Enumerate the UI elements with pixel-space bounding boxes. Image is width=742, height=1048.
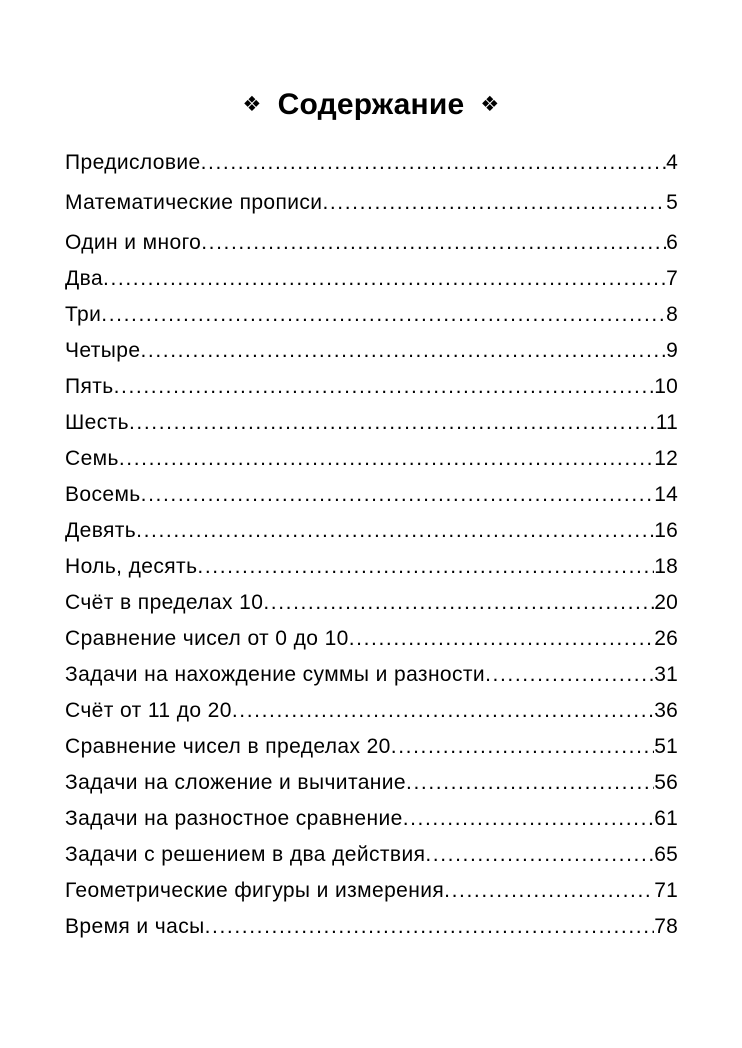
toc-leader-dots	[201, 152, 667, 173]
toc-entry-page-number: 12	[654, 448, 678, 470]
toc-entry-page-number: 6	[666, 232, 678, 254]
toc-entry-label: Время и часы	[65, 916, 205, 938]
toc-entry-label: Два	[65, 268, 104, 290]
toc-entry-label: Шесть	[65, 412, 129, 434]
toc-entry-page-number: 8	[666, 304, 678, 326]
toc-leader-dots	[197, 556, 654, 577]
toc-entry[interactable]	[65, 880, 678, 916]
toc-entry-page-number: 9	[666, 340, 678, 362]
toc-entry-label: Задачи на нахождение суммы и разности	[65, 664, 486, 686]
toc-leader-dots	[114, 376, 655, 397]
toc-leader-dots	[140, 340, 666, 361]
toc-entry-label: Счёт от 11 до 20	[65, 700, 232, 722]
toc-entry-page-number: 20	[654, 592, 678, 614]
toc-entry-page-number: 61	[654, 808, 678, 830]
toc-entry-page-number: 14	[654, 484, 678, 506]
toc-entry-page-number: 4	[666, 152, 678, 174]
toc-entry[interactable]	[65, 268, 678, 304]
toc-leader-dots	[205, 916, 655, 937]
toc-entry-label: Пять	[65, 376, 114, 398]
toc-entry-label: Сравнение чисел в пределах 20	[65, 736, 391, 758]
table-of-contents-list	[65, 152, 678, 952]
page-title	[0, 90, 742, 120]
toc-entry-label: Ноль, десять	[65, 556, 198, 578]
toc-entry-page-number: 18	[654, 556, 678, 578]
toc-entry[interactable]	[65, 192, 678, 232]
toc-entry-page-number: 26	[654, 628, 678, 650]
toc-entry[interactable]	[65, 700, 678, 736]
toc-entry-label: Восемь	[65, 484, 141, 506]
toc-entry[interactable]	[65, 448, 678, 484]
toc-entry-page-number: 11	[655, 412, 678, 434]
toc-entry[interactable]	[65, 916, 678, 952]
toc-entry-page-number: 78	[654, 916, 678, 938]
toc-entry[interactable]	[65, 664, 678, 700]
toc-entry[interactable]	[65, 520, 678, 556]
toc-entry-page-number: 10	[654, 376, 678, 398]
toc-leader-dots	[263, 592, 654, 613]
toc-entry-label: Счёт в пределах 10	[65, 592, 264, 614]
toc-leader-dots	[403, 808, 655, 829]
toc-leader-dots	[101, 304, 666, 325]
toc-leader-dots	[232, 700, 654, 721]
toc-leader-dots	[129, 412, 656, 433]
toc-entry-label: Задачи на сложение и вычитание	[65, 772, 407, 794]
toc-entry[interactable]	[65, 412, 678, 448]
toc-entry[interactable]	[65, 484, 678, 520]
toc-leader-dots	[444, 880, 654, 901]
toc-entry-label: Геометрические фигуры и измерения	[65, 880, 445, 902]
toc-entry-page-number: 7	[666, 268, 678, 290]
diamond-cluster-ornament-left: ❖	[242, 93, 262, 117]
toc-leader-dots	[406, 772, 654, 793]
toc-entry[interactable]	[65, 736, 678, 772]
toc-entry-label: Девять	[65, 520, 137, 542]
toc-entry-label: Три	[65, 304, 102, 326]
toc-leader-dots	[425, 844, 654, 865]
toc-entry-label: Математические прописи	[65, 192, 323, 214]
toc-entry-label: Четыре	[65, 340, 141, 362]
toc-leader-dots	[322, 192, 666, 213]
toc-entry[interactable]	[65, 304, 678, 340]
toc-entry-page-number: 51	[654, 736, 678, 758]
toc-entry-page-number: 16	[654, 520, 678, 542]
toc-entry-page-number: 5	[666, 192, 678, 214]
toc-entry-page-number: 65	[654, 844, 678, 866]
toc-leader-dots	[119, 448, 654, 469]
page-title-text: Содержание	[277, 88, 465, 122]
toc-leader-dots	[349, 628, 654, 649]
toc-leader-dots	[485, 664, 654, 685]
toc-entry[interactable]	[65, 376, 678, 412]
toc-entry[interactable]	[65, 232, 678, 268]
toc-entry[interactable]	[65, 592, 678, 628]
toc-entry[interactable]	[65, 152, 678, 192]
toc-entry[interactable]	[65, 556, 678, 592]
toc-entry-page-number: 71	[654, 880, 678, 902]
toc-entry[interactable]	[65, 772, 678, 808]
toc-entry-page-number: 56	[654, 772, 678, 794]
toc-entry[interactable]	[65, 340, 678, 376]
toc-entry-label: Семь	[65, 448, 119, 470]
toc-entry[interactable]	[65, 844, 678, 880]
toc-entry-label: Сравнение чисел от 0 до 10	[65, 628, 349, 650]
toc-entry-page-number: 31	[654, 664, 678, 686]
toc-entry-label: Задачи с решением в два действия	[65, 844, 426, 866]
toc-entry-label: Один и много	[65, 232, 202, 254]
toc-leader-dots	[136, 520, 654, 541]
toc-entry[interactable]	[65, 808, 678, 844]
toc-leader-dots	[141, 484, 655, 505]
toc-entry-label: Предисловие	[65, 152, 201, 174]
toc-entry-label: Задачи на разностное сравнение	[65, 808, 403, 830]
toc-entry-page-number: 36	[654, 700, 678, 722]
toc-leader-dots	[103, 268, 666, 289]
diamond-cluster-ornament-right: ❖	[480, 93, 500, 117]
toc-leader-dots	[391, 736, 654, 757]
toc-entry[interactable]	[65, 628, 678, 664]
toc-leader-dots	[201, 232, 666, 253]
